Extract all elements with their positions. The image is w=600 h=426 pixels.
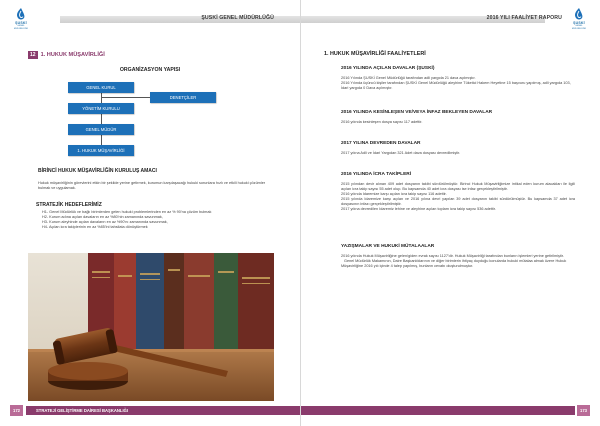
- purpose-title: BİRİNCİ HUKUK MÜŞAVİRLİĞİN KURULUŞ AMACI: [38, 168, 157, 174]
- block-line: 2016 yılında Idaremize karşı açılan icra takip sayısı 116 adettir.: [341, 192, 447, 196]
- section-heading: [28, 51, 105, 59]
- right-main-title: 1. HUKUK MÜŞAVİRLİĞİ FAALİYETLERİ: [324, 51, 426, 57]
- block-line: 2016 yılında Hukuk Müşavirliğine gelen/giden evrak sayısı 1127'dir. Hukuk Müşavirliği tarafından bunların işlemleri yerine getirilmiştir.: [341, 254, 564, 258]
- gavel-books-photo: [28, 253, 274, 401]
- section-title: 1. HUKUK MÜŞAVİRLİĞİ: [40, 52, 105, 58]
- strategy-title: STRATEJİK HEDEFLERİMİZ: [36, 202, 102, 208]
- block-text: [341, 151, 575, 156]
- block-title: YAZIŞMALAR VE HUKUKİ MÜTALAALAR: [341, 244, 435, 249]
- org-box-hukuk-musavirligi: 1. HUKUK MÜŞAVİRLİĞİ: [68, 145, 134, 156]
- footer-text: STRATEJİ GELİŞTİRME DAİRESİ BAŞKANLIĞI: [36, 407, 129, 413]
- page-number: 173: [577, 405, 590, 416]
- water-drop-logo-icon: [14, 7, 28, 21]
- right-page: [300, 0, 600, 426]
- logo-brand: ŞUSKİ: [15, 21, 27, 25]
- block-text: [341, 254, 575, 269]
- org-box-genel-mudur: GENEL MÜDÜR: [68, 124, 134, 135]
- org-box-denetciler: DENETÇİLER: [150, 92, 216, 103]
- block-line: Genel Müdürlük Makamının, Daire Başkanlıklarının ve diğer birimlerin ihtiyaç duyduğu konularda hukuki mütalaa almak üzere Hukuk Müşavirliğine 2016 yılı içinde 4 talep yapılmış, bunların cevabı oluşturulmuştur.: [341, 259, 567, 268]
- block-title: 2016 YILINDA KESİNLEŞEN VE/VEYA İNFAZ BEKLEYEN DAVALAR: [341, 110, 493, 115]
- section-number: 12: [30, 52, 36, 58]
- purpose-paragraph: Hukuk müşavirliğinin görevlerini etkin bir şekilde yerine getirmek, kurumun karşılaşacağı hukuki sorunlara hızlı ve etkili hukuki çözümler bulmak ve uygulamak.: [38, 181, 266, 190]
- block-line: 2016 Yılında üçüncü kişiler tarafından ŞUSKİ Genel Müdürlüğü aleyhine Tüketici Hakem Heyetine 15 başvuru yapılmış, adli yargıda 103, İdari yargıda 0 Dava açılmıştır.: [341, 81, 571, 90]
- strategy-item: H4- Açılan icra takiplerinin en az %85'ini tahsilata dönüştürmek: [42, 225, 148, 229]
- block-text: [341, 182, 575, 212]
- logo-sub: GENEL MÜDÜRLÜĞÜ: [13, 25, 29, 30]
- org-connector-horizontal: [101, 97, 150, 98]
- header-title: 2016 YILI FAALİYET RAPORU: [486, 15, 562, 21]
- suski-logo: [568, 7, 590, 31]
- block-line: 2016 yılında kesinleşen dosya sayısı 117 adettir.: [341, 120, 423, 124]
- strategy-item: H2- Kurum adına açılan davaların en az %80'nin zamanında savunmak,: [42, 215, 163, 219]
- suski-logo: [10, 7, 32, 31]
- strategy-list: [38, 210, 274, 230]
- block-title: 2016 YILINDA İCRA TAKİPLERİ: [341, 172, 412, 177]
- block-line: 2017 yılına devredilen Idaremiz lehine ve aleyhine açılan toplam icra takip sayısı 536 adettir.: [341, 207, 496, 211]
- block-line: 2015 yılından devir alınan 409 adet dosyanın takibi sürdürülmüştür. Birinci Hukuk Müşavirliğimize intikal eden kurum alacakları ile ilgili açılan icra takip sayısı 55 adet olup. Bu kapsamda 40 adet icra dosyası ise infaz gerçekleştirilmiştir.: [341, 182, 575, 191]
- strategy-item: H3- Kurum aleyhinde açılan davaların en az %90'nı zamanında savunmak,: [42, 220, 168, 224]
- org-chart-title: ORGANİZASYON YAPISI: [119, 67, 181, 73]
- header-title: ŞUSKİ GENEL MÜDÜRLÜĞÜ: [201, 15, 274, 21]
- block-text: [341, 120, 575, 125]
- footer-bar: [301, 406, 575, 415]
- logo-sub: GENEL MÜDÜRLÜĞÜ: [571, 25, 587, 30]
- block-title: 2017 YILINA DEVREDEN DAVALAR: [341, 141, 421, 146]
- page-number: 172: [10, 405, 23, 416]
- purpose-text: [38, 181, 274, 191]
- strategy-item: H1- Genel Müdürlük ve bağlı birimlerden gelen hukuki problemlerinden en az % 90'na çözüm bulmak: [42, 210, 212, 214]
- block-line: 2015 yılında Idaremize karşı açılan ve 2016 yılına devri yapılan 39 adet dosyanın takibi sürdürülmüştür. Bu kapsamda 37 adet icra dosyasının infazı gerçekleştirilmiştir.: [341, 197, 575, 206]
- org-box-genel-kurul: GENEL KURUL: [68, 82, 134, 93]
- block-line: 2017 yılına Adli ve İdari Yargıdan 321 Adet dava dosyası devredilmiştir.: [341, 151, 461, 155]
- org-box-yonetim-kurulu: YÖNETİM KURULU: [68, 103, 134, 114]
- gavel-books-illustration: [28, 253, 274, 401]
- block-line: 2016 Yılında ŞUSKİ Genel Müdürlüğü tarafından adli yargıda 21 dava açılmıştır.: [341, 76, 476, 80]
- block-title: 2016 YILINDA AÇILAN DAVALAR (ŞUSKİ): [341, 66, 435, 71]
- water-drop-logo-icon: [572, 7, 586, 21]
- block-text: [341, 76, 575, 91]
- logo-brand: ŞUSKİ: [573, 21, 585, 25]
